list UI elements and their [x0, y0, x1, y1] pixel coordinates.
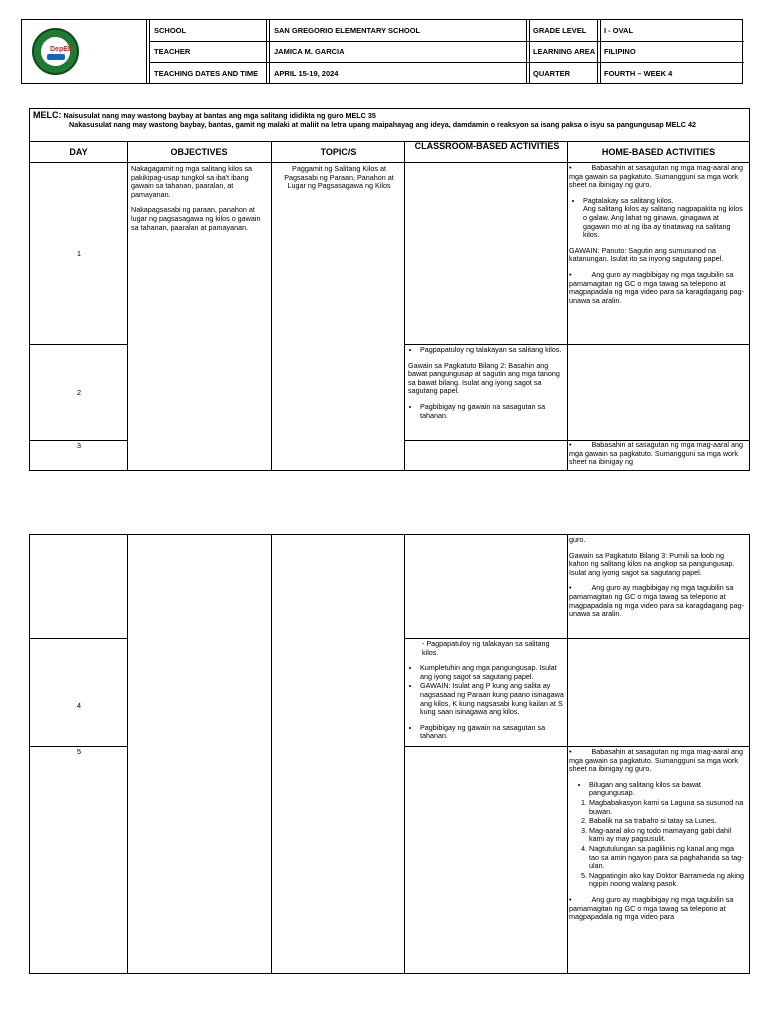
school-value: SAN GREGORIO ELEMENTARY SCHOOL: [274, 26, 421, 35]
grade-value: I - OVAL: [604, 26, 634, 35]
class4-bullet3: • Pagbibigay ng gawain na sasagutan sa tahanan.: [420, 724, 564, 741]
dates-value: APRIL 15-19, 2024: [274, 69, 339, 78]
melc-line2: Nakasusulat nang may wastong baybay, bantas, gamit ng malaki at maliit na letra upang maipahayag ang ideya, damdamin o reaksyon sa isang paksa o isyu sa pangungusap MELC 42: [69, 119, 696, 129]
home1-bullet2: • Pagtalakay sa salitang kilos. Ang salitang kilos ay salitang nagpapakita ng kilos o galaw. Ang lahat ng ginawa, ginagawa at gagawin mo at ng iba ay tinatawag na salitang kilos.: [583, 197, 745, 240]
quarter-value: FOURTH – WEEK 4: [604, 69, 673, 78]
home3-cont-bullet: Ang guro ay magbibigay ng mga tagubilin sa pamamagitan ng GC o mga tawag sa telepono at magpapadala ng mga video para sa karagdagang pag-unawa sa aralin.: [569, 583, 745, 619]
home5-bullet2: Ang guro ay magbibigay ng mga tagubilin sa pamamagitan ng GC o mga tawag sa telepono at magpapadala ng mga video para: [569, 894, 734, 922]
home5-sub: • Bilugan ang salitang kilos sa bawat pangungusap.: [589, 781, 745, 798]
day-3: 3: [76, 441, 82, 450]
logo-text: DepED: [50, 46, 73, 53]
col-topics: TOPIC/S: [320, 147, 357, 157]
header-table: [21, 19, 743, 84]
home3-cont-guro: guro.: [569, 535, 586, 544]
home1-bullet2-detail: Ang salitang kilos ay salitang nagpapakita ng kilos o galaw. Ang lahat ng ginawa, ginagawa at gagawin mo at ng iba ay tinatawag na salitang kilos.: [583, 204, 743, 240]
home5-item-2: 2. Babalik na sa trabaho si tatay sa Lunes.: [589, 817, 745, 826]
melc-label: MELC:: [33, 110, 62, 120]
col-classroom: CLASSROOM-BASED ACTIVITIES: [414, 141, 560, 151]
objective-1: Nakagagamit ng mga salitang kilos sa pakikipag-usap tungkol sa iba't ibang gawain sa tahanan, paaralan, at pamayanan.: [131, 164, 253, 199]
col-home: HOME-BASED ACTIVITIES: [601, 147, 716, 157]
logo-book-icon: [47, 54, 65, 60]
class2-bullet2: • Pagbibigay ng gawain na sasagutan sa tahanan.: [420, 403, 564, 420]
home5-item-5: 5. Nagpatingin ako kay Doktor Barrameda ng aking ngipin noong walang pasok.: [589, 872, 745, 889]
teacher-value: JAMICA M. GARCIA: [274, 47, 345, 56]
logo-inner: [40, 36, 71, 67]
melc-text: [33, 111, 743, 129]
day-4: 4: [76, 701, 82, 710]
col-day: DAY: [69, 147, 88, 157]
home1-bullet1: Babasahin at sasagutan ng mga mag-aaral ang mga gawain sa pagkatuto. Sumangguni sa mga work sheet na ibinigay ng guro.: [569, 163, 743, 190]
class2-gawain: Gawain sa Pagkatuto Bilang 2: Basahin ang bawat pangungusap at sagutin ang mga tanong sa bawat bilang. Isulat ang iyong sagot sa sagutang papel.: [408, 360, 560, 396]
teacher-label: TEACHER: [154, 47, 191, 56]
home3-cont-gawain: Gawain sa Pagkatuto Bilang 3: Pumili sa loob ng kahon ng salitang kilos na angkop sa pangungusap. Isulat ang iyong sagot sa sagutang papel.: [569, 550, 735, 577]
quarter-label: QUARTER: [533, 69, 571, 78]
area-value: FILIPINO: [604, 47, 636, 56]
col-objectives: OBJECTIVES: [170, 147, 228, 157]
area-label: LEARNING AREA: [533, 47, 596, 56]
home1-gawain: GAWAIN: Panuto: Sagutin ang sumusunod na katanungan. Isulat ito sa inyong sagutang papel.: [569, 245, 724, 264]
classroom-day4-cell: [408, 640, 564, 742]
deped-logo: [32, 28, 79, 75]
home-day3-cont-cell: guro. Gawain sa Pagkatuto Bilang 3: Pumili sa loob ng kahon ng salitang kilos na angkop sa pangungusap. Isulat ang iyong sagot sa sagutang papel. • Ang guro ay magbibigay ng mga tagubilin sa pamamagitan ng GC o mga tawag sa telepono at magpapadala ng mga video para sa karagdagang pag-unawa sa aralin.: [569, 535, 745, 619]
home1-bullet3: Ang guro ay magbibigay ng mga tagubilin sa pamamagitan ng GC o mga tawag sa telepono at magpapadala ng mga video para sa karagdagang pag-unawa sa aralin.: [569, 269, 745, 305]
home-day5-cell: • Babasahin at sasagutan ng mga mag-aaral ang mga gawain sa pagkatuto. Sumangguni sa mga work sheet na ibinigay ng guro. • Bilugan ang salitang kilos sa bawat pangungusap. 1. Magbabakasyon kami sa Laguna sa susunod na buwan. 2. Babalik na sa trabaho si tatay sa Lunes. 3. Mag-aaral ako ng todo mamayang gabi dahil kami ay may pagsusulit. 4. Nagtutulungan sa paglilinis ng kanal ang mga tao sa amin ngayon para sa paghahanda sa tag-ulan. 5. Nagpatingin ako kay Doktor Barrameda ng aking ngipin noong walang pasok. • Ang guro ay magbibigay ng mga tagubilin sa pamamagitan ng GC o mga tawag sa telepono at magpapadala ng mga video para: [569, 748, 745, 929]
home-day1-cell: • Babasahin at sasagutan ng mga mag-aaral ang mga gawain sa pagkatuto. Sumangguni sa mga work sheet na ibinigay ng guro. • Pagtalakay sa salitang kilos. Ang salitang kilos ay salitang nagpapakita ng kilos o galaw. Ang lahat ng ginawa, ginagawa at gagawin mo at ng iba ay tinatawag na salitang kilos. GAWAIN: Panuto: Sagutin ang sumusunod na katanungan. Isulat ito sa inyong sagutang papel. • Ang guro ay magbibigay ng mga tagubilin sa pamamagitan ng GC o mga tawag sa telepono at magpapadala ng mga video para sa karagdagang pag-unawa sa aralin.: [569, 164, 745, 312]
objective-2: Nakapagsasabi ng paraan, panahon at lugar ng pagsasagawa ng kilos o gawain sa tahanan, paaralan at pamayanan.: [131, 205, 261, 232]
school-label: SCHOOL: [154, 26, 187, 35]
class2-bullet1: • Pagpapatuloy ng talakayan sa salitang kilos.: [420, 346, 564, 355]
lesson-table-part1: [29, 108, 750, 471]
home3-bullet1: Babasahin at sasagutan ng mga mag-aaral ang mga gawain sa pagkatuto. Sumangguni sa mga work sheet na ibinigay ng: [569, 440, 743, 467]
melc-line1: Naisusulat nang may wastong baybay at bantas ang mga salitang ididikta ng guro MELC 35: [63, 111, 376, 120]
day-5: 5: [76, 747, 82, 756]
dates-label: TEACHING DATES AND TIME: [154, 69, 259, 78]
home5-item-1: 1. Magbabakasyon kami sa Laguna sa susunod na buwan.: [589, 799, 745, 816]
day-1: 1: [76, 249, 82, 258]
grade-label: GRADE LEVEL: [533, 26, 587, 35]
objectives-cell: [131, 165, 267, 239]
day-2: 2: [76, 388, 82, 397]
home5-item-4: 4. Nagtutulungan sa paglilinis ng kanal ang mga tao sa amin ngayon para sa paghahanda sa tag-ulan.: [589, 845, 745, 871]
class4-bullet2: • GAWAIN: Isulat ang P kung ang salita ay nagsasaad ng Paraan kung paano isinagawa ang kilos, K kung nagsasabi kung kailan at S kung saan isinagawa ang kilos.: [420, 682, 564, 716]
home-day3-cell: • Babasahin at sasagutan ng mga mag-aaral ang mga gawain sa pagkatuto. Sumangguni sa mga work sheet na ibinigay ng: [569, 440, 743, 467]
class4-bullet1: • Kumpletuhin ang mga pangungusap. Isulat ang iyong sagot sa sagutang papel.: [420, 664, 564, 681]
topic-cell: Paggamit ng Salitang Kilos at Pagsasabi ng Paraan, Panahon at Lugar ng Pagsasagawa ng Kilos: [284, 164, 394, 191]
home5-item-3: 3. Mag-aaral ako ng todo mamayang gabi dahil kami ay may pagsusulit.: [589, 827, 745, 844]
home5-bullet1: Babasahin at sasagutan ng mga mag-aaral ang mga gawain sa pagkatuto. Sumangguni sa mga work sheet na ibinigay ng guro.: [569, 747, 743, 774]
classroom-day2-cell: [408, 346, 564, 421]
lesson-table-part2: [29, 534, 750, 974]
class4-dash1: - Pagpapatuloy ng talakayan sa salitang kilos.: [422, 640, 564, 657]
